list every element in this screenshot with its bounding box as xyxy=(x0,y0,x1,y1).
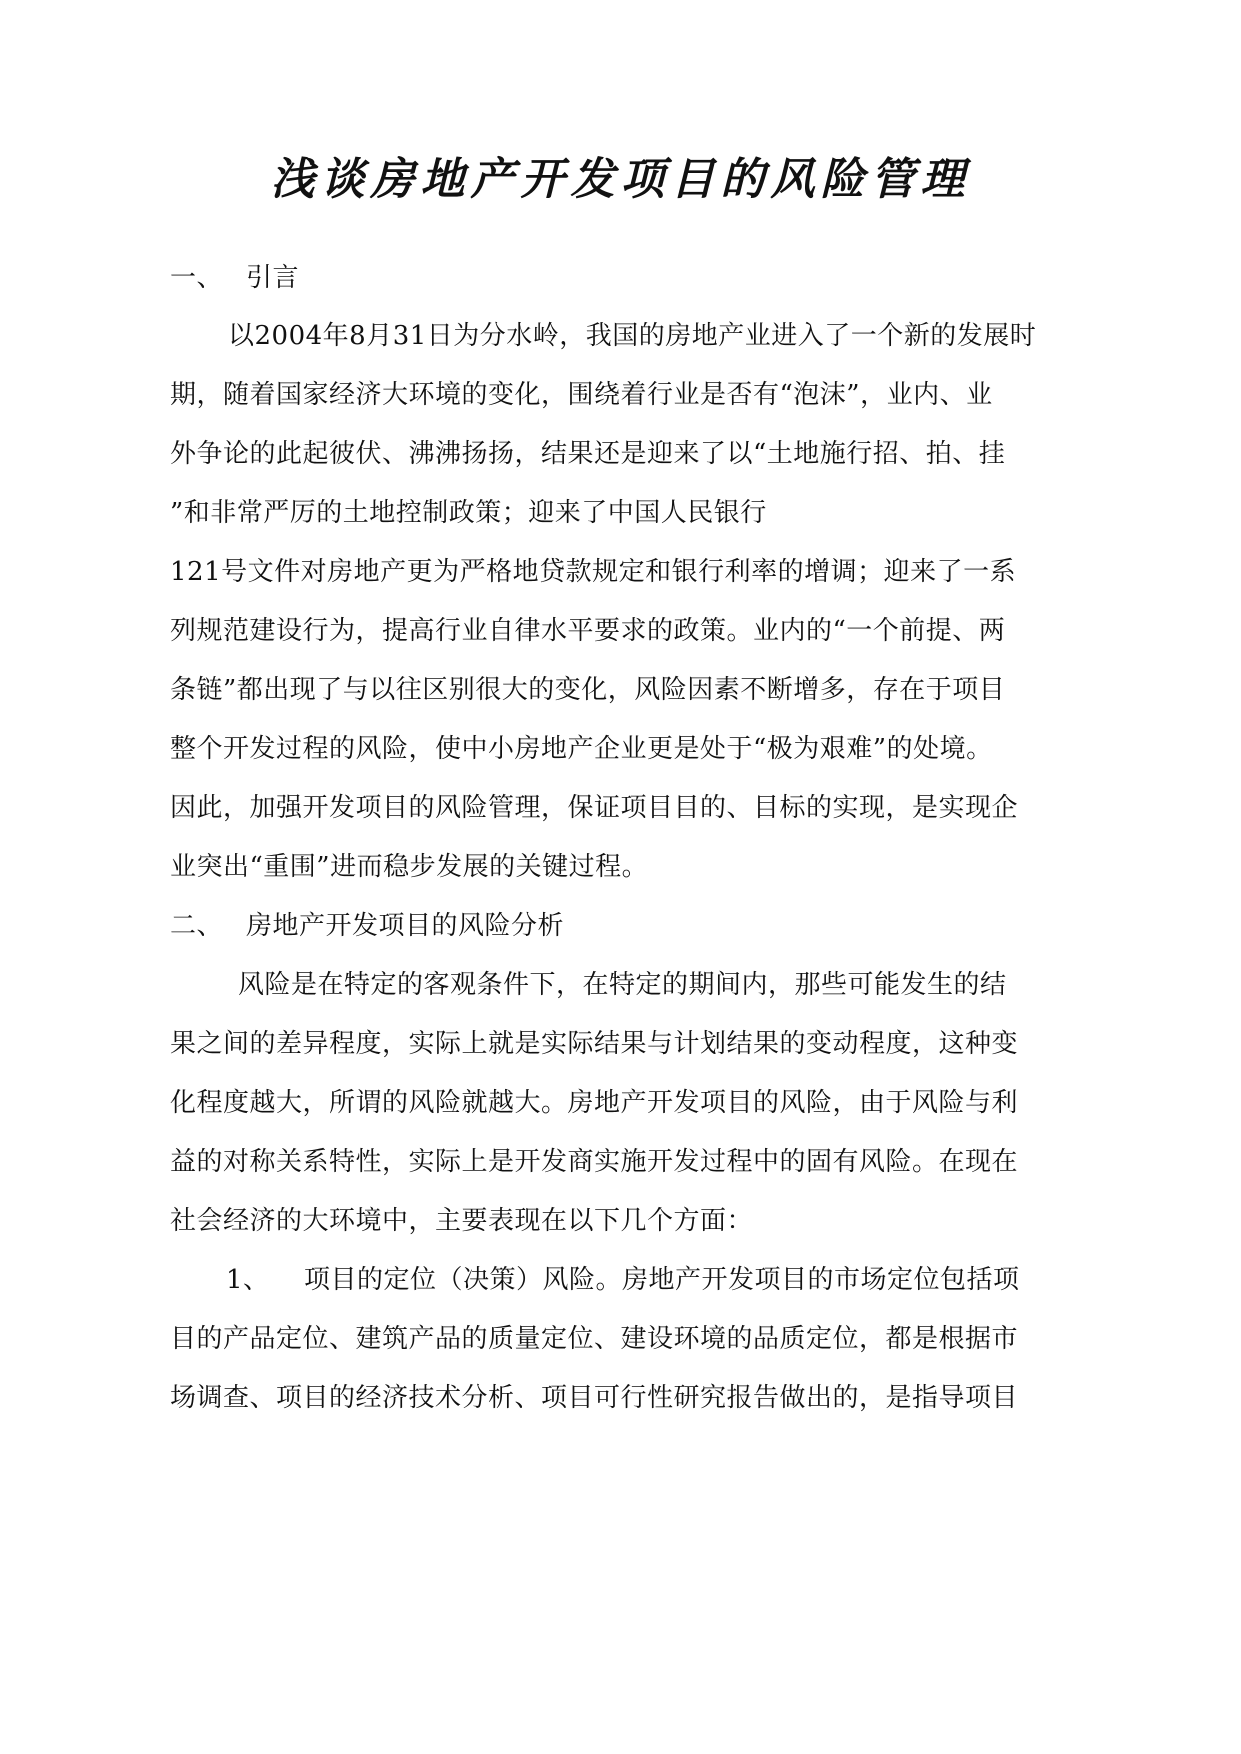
paragraph-line: 整个开发过程的风险，使中小房地产企业更是处于“极为艰难”的处境。 xyxy=(170,734,993,764)
paragraph-line: 目的产品定位、建筑产品的质量定位、建设环境的品质定位，都是根据市 xyxy=(170,1324,1019,1354)
document-title: 浅谈房地产开发项目的风险管理 xyxy=(270,154,971,205)
section-2-title: 房地产开发项目的风险分析 xyxy=(246,911,565,941)
paragraph-line: 果之间的差异程度，实际上就是实际结果与计划结果的变动程度，这种变 xyxy=(170,1029,1019,1059)
paragraph-line: 社会经济的大环境中，主要表现在以下几个方面： xyxy=(170,1206,754,1236)
section-1-heading xyxy=(170,258,299,298)
paragraph-line: 因此，加强开发项目的风险管理，保证项目目的、目标的实现，是实现企 xyxy=(170,793,1019,823)
paragraph-line: 益的对称关系特性，实际上是开发商实施开发过程中的固有风险。在现在 xyxy=(170,1147,1019,1177)
section-2-number: 二、 xyxy=(170,911,224,941)
paragraph-line: 以2004年8月31日为分水岭，我国的房地产业进入了一个新的发展时 xyxy=(228,321,1037,351)
section-2-heading xyxy=(170,906,564,946)
section-1-title: 引言 xyxy=(246,263,300,293)
list-item-1-number: 1、 xyxy=(226,1265,270,1295)
paragraph-line: 期，随着国家经济大环境的变化，围绕着行业是否有“泡沫”，业内、业 xyxy=(170,380,993,410)
paragraph-line: ”和非常严厉的土地控制政策；迎来了中国人民银行 xyxy=(170,498,767,528)
paragraph-line: 化程度越大，所谓的风险就越大。房地产开发项目的风险，由于风险与利 xyxy=(170,1088,1019,1118)
paragraph-line: 条链”都出现了与以往区别很大的变化，风险因素不断增多，存在于项目 xyxy=(170,675,1006,705)
paragraph-line: 场调查、项目的经济技术分析、项目可行性研究报告做出的，是指导项目 xyxy=(170,1383,1019,1413)
paragraph-line: 业突出“重围”进而稳步发展的关键过程。 xyxy=(170,852,649,882)
paragraph-line: 121号文件对房地产更为严格地贷款规定和银行利率的增调；迎来了一系 xyxy=(170,557,1017,587)
paragraph-line: 外争论的此起彼伏、沸沸扬扬，结果还是迎来了以“土地施行招、拍、挂 xyxy=(170,439,1006,469)
paragraph-line: 风险是在特定的客观条件下，在特定的期间内，那些可能发生的结 xyxy=(238,970,1007,1000)
list-item-1 xyxy=(226,1260,1020,1300)
section-1-number: 一、 xyxy=(170,263,224,293)
list-item-1-text: 项目的定位（决策）风险。房地产开发项目的市场定位包括项 xyxy=(304,1265,1020,1295)
paragraph-line: 列规范建设行为，提高行业自律水平要求的政策。业内的“一个前提、两 xyxy=(170,616,1006,646)
